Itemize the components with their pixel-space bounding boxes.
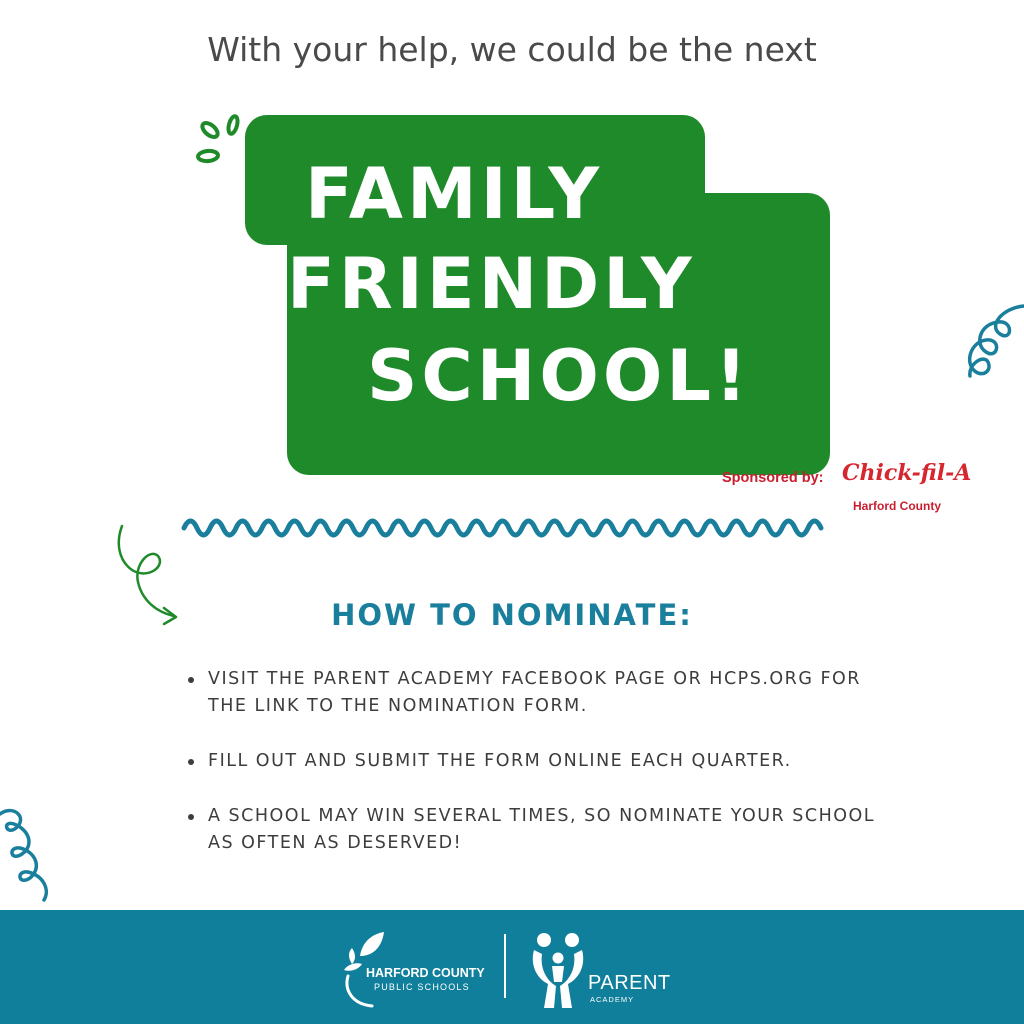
hcps-logo [338, 930, 488, 1010]
footer-divider [504, 934, 506, 998]
nomination-steps [186, 666, 906, 857]
sparkle-lines-icon [190, 110, 250, 170]
list-item: FILL OUT AND SUBMIT THE FORM ONLINE EACH QUARTER. [186, 748, 906, 775]
parent-academy-name: PARENT [588, 972, 671, 994]
sponsor-label: Sponsored by: [722, 470, 824, 486]
list-item: A SCHOOL MAY WIN SEVERAL TIMES, SO NOMINATE YOUR SCHOOL AS OFTEN AS DESERVED! [186, 803, 906, 857]
title-line-1: FAMILY [305, 153, 604, 235]
wavy-divider [180, 508, 830, 548]
how-to-heading: HOW TO NOMINATE: [331, 598, 693, 632]
intro-text: With your help, we could be the next [207, 30, 817, 69]
hcps-subtitle: PUBLIC SCHOOLS [374, 982, 470, 992]
squiggle-icon [0, 792, 60, 912]
parent-academy-logo [530, 928, 690, 1012]
footer-bar [0, 910, 1024, 1024]
family-icon [530, 928, 586, 1010]
list-item: VISIT THE PARENT ACADEMY FACEBOOK PAGE OR HCPS.ORG FOR THE LINK TO THE NOMINATION FORM. [186, 666, 906, 720]
squiggle-icon [962, 298, 1024, 388]
title-line-2: FRIENDLY [287, 243, 696, 325]
hcps-name: HARFORD COUNTY [366, 966, 485, 980]
main-title [245, 135, 825, 465]
parent-academy-subtitle: ACADEMY [590, 995, 635, 1004]
sponsor-location: Harford County [853, 499, 941, 513]
title-line-3: SCHOOL! [367, 335, 751, 417]
sponsor-logo: Chick-fil-A [842, 460, 972, 486]
